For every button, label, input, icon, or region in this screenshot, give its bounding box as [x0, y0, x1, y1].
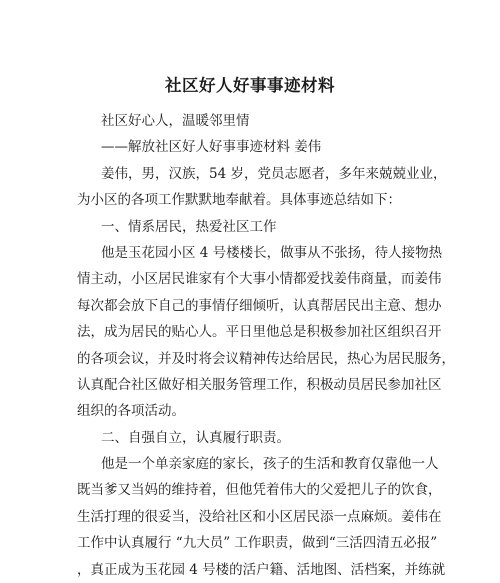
text-line: 生活打理的很妥当，没给社区和小区居民添一点麻烦。姜伟在 — [77, 508, 442, 525]
text-line: 他是一个单亲家庭的家长，孩子的生活和教育仅靠他一人 — [101, 456, 439, 473]
text-line: 认真配合社区做好相关服务管理工作，积极动员居民参加社区 — [77, 376, 442, 393]
text-line: 法，成为居民的贴心人。平日里他总是积极参加社区组织召开 — [77, 324, 442, 341]
text-line: ，真正成为玉花园 4 号楼的活户籍、活地图、活档案，并练就 — [77, 561, 446, 578]
document-title: 社区好人好事事迹材料 — [165, 76, 335, 95]
document-body — [77, 108, 455, 583]
text-line: ——解放社区好人好事事迹材料 姜伟 — [101, 139, 322, 156]
text-line: 情主动，小区居民谁家有个大事小情都爱找姜伟商量，而姜伟 — [77, 271, 442, 288]
text-line: 每次都会放下自己的事情仔细倾听，认真帮居民出主意、想办 — [77, 297, 442, 314]
text-line: 他是玉花园小区 4 号楼楼长，做事从不张扬，待人接物热 — [101, 244, 443, 261]
text-line: 姜伟，男，汉族，54 岁，党员志愿者，多年来兢兢业业， — [101, 165, 447, 182]
text-line: 二、自强自立，认真履行职责。 — [101, 429, 290, 446]
text-line: 为小区的各项工作默默地奉献着。具体事迹总结如下： — [77, 192, 401, 209]
text-line: 一、情系居民，热爱社区工作 — [101, 218, 277, 235]
text-line: 社区好心人，温暖邻里情 — [101, 113, 250, 129]
text-line: 组织的各项活动。 — [77, 403, 185, 420]
text-line: 的各项会议，并及时将会议精神传达给居民，热心为居民服务， — [77, 350, 455, 367]
text-line: 工作中认真履行 “九大员” 工作职责，做到“三活四清五必报” — [77, 535, 438, 552]
text-line: 既当爹又当妈的维持着，但他凭着伟大的父爱把儿子的饮食， — [77, 482, 442, 499]
